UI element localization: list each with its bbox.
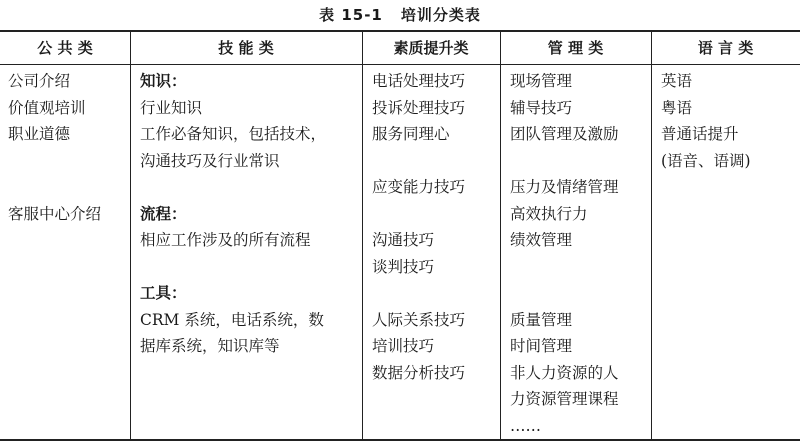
management-item: 团队管理及激励 [510,125,619,143]
management-item: 时间管理 [510,337,573,355]
quality-item: 数据分析技巧 [372,363,466,382]
quality-item: 人际关系技巧 [372,310,466,329]
management-item: 质量管理 [510,310,573,329]
public-item: 公司介绍 [8,72,71,90]
skills-item: 沟通技巧及行业常识 [140,151,280,170]
quality-item: 电话处理技巧 [372,72,466,90]
column-language [661,68,751,174]
language-item: (语音、语调) [661,151,751,170]
management-item: 压力及情绪管理 [510,178,619,196]
management-item: …… [510,416,541,435]
management-item [510,254,619,281]
column-skills [140,68,326,360]
header-rule [0,64,800,65]
table-number: 表 15-1 [319,6,383,24]
public-item [8,148,101,175]
language-item: 普通话提升 [661,125,739,143]
skills-item: 工具： [140,284,187,302]
header-public: 公 共 类 [37,39,93,57]
header-management: 管 理 类 [547,39,604,57]
table-title: 培训分类表 [400,6,481,24]
language-item: 英语 [661,72,693,90]
quality-item: 培训技巧 [372,337,435,355]
quality-item [372,201,465,228]
table-bottom-rule [0,439,800,441]
column-divider [651,31,652,439]
quality-item: 谈判技巧 [372,257,435,276]
column-public [8,68,101,227]
header-language: 语 言 类 [697,39,754,57]
quality-item [372,148,465,175]
column-quality [372,68,465,386]
public-item: 客服中心介绍 [8,204,102,223]
skills-item [140,254,326,281]
header-skills: 技 能 类 [218,39,274,57]
skills-item: 知识： [140,72,187,90]
column-divider [130,31,131,439]
quality-item [372,280,465,307]
management-item: 非人力资源的人 [510,363,619,382]
header-quality: 素质提升类 [393,39,469,57]
skills-item: 相应工作涉及的所有流程 [140,231,311,249]
management-item [510,148,619,175]
table-caption [0,4,800,25]
management-item: 高效执行力 [510,204,588,223]
table-top-rule [0,30,800,32]
public-item: 职业道德 [8,125,71,143]
quality-item: 服务同理心 [372,125,450,143]
management-item: 辅导技巧 [510,98,573,117]
skills-item: 据库系统，知识库等 [140,337,280,355]
language-item: 粤语 [661,98,693,117]
management-item [510,280,619,307]
column-management [510,68,619,439]
management-item: 绩效管理 [510,231,573,249]
quality-item: 应变能力技巧 [372,178,466,196]
skills-item [140,174,326,201]
management-item: 现场管理 [510,72,573,90]
quality-item: 投诉处理技巧 [372,98,466,117]
column-divider [362,31,363,439]
column-divider [500,31,501,439]
skills-item: 工作必备知识，包括技术， [140,125,327,143]
skills-item: CRM 系统，电话系统，数 [140,310,324,329]
public-item [8,174,101,201]
skills-item: 行业知识 [140,98,203,117]
skills-item: 流程： [140,204,187,223]
public-item: 价值观培训 [8,98,86,117]
management-item: 力资源管理课程 [510,390,619,408]
quality-item: 沟通技巧 [372,231,435,249]
